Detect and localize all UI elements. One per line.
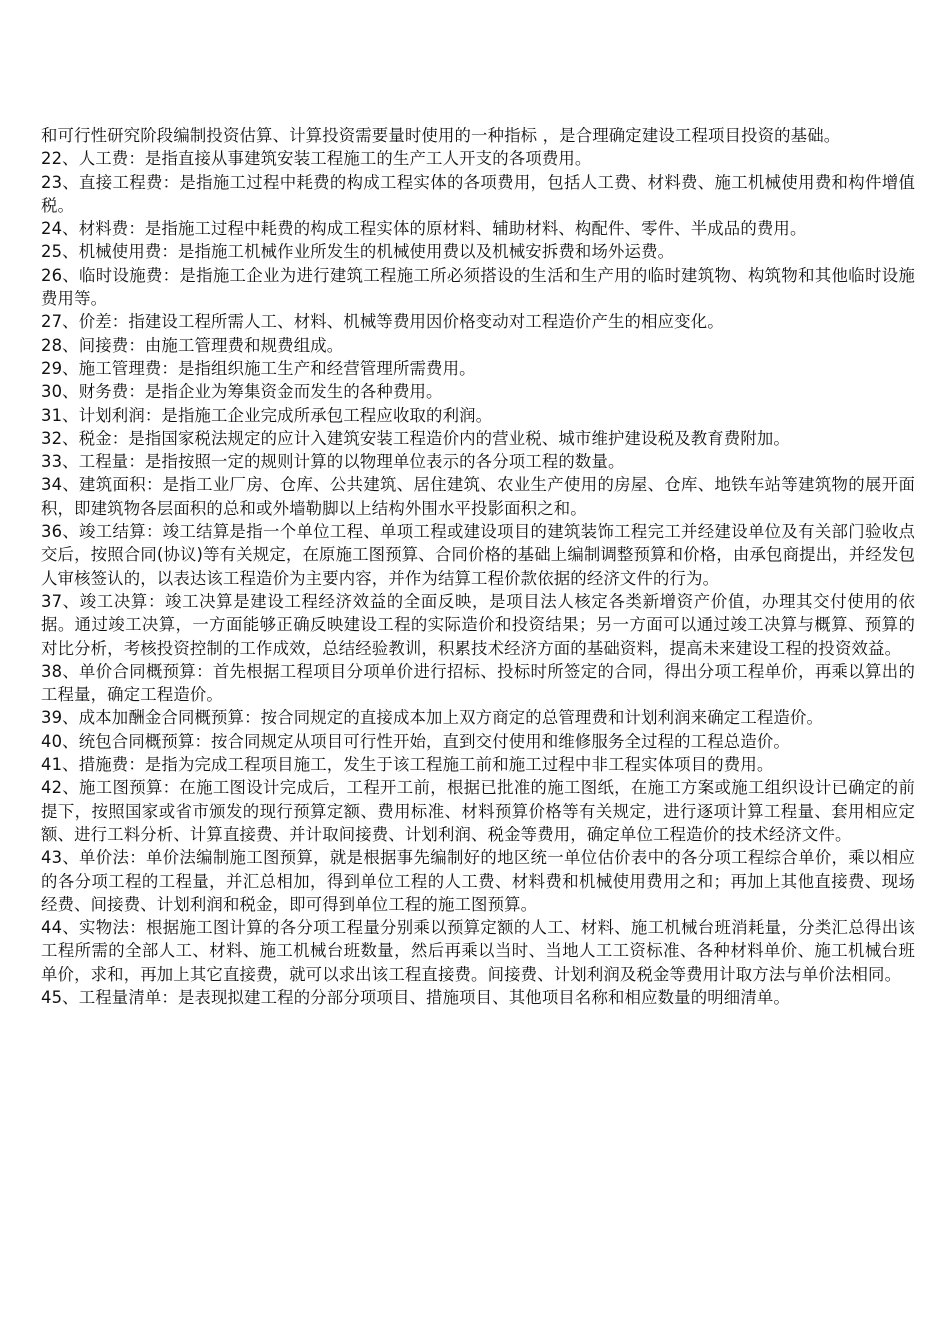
paragraph-41-measures-fee: 41、措施费：是指为完成工程项目施工，发生于该工程施工前和施工过程中非工程实体项目的费用。 bbox=[41, 755, 774, 775]
paragraph-28-indirect-cost: 28、间接费：由施工管理费和规费组成。 bbox=[41, 335, 344, 355]
paragraph-27-price-difference: 27、价差：指建设工程所需人工、材料、机械等费用因价格变动对工程造价产生的相应变化。 bbox=[41, 312, 724, 332]
paragraph-25-machinery-cost: 25、机械使用费：是指施工机械作业所发生的机械使用费以及机械安拆费和场外运费。 bbox=[41, 242, 675, 262]
paragraph-26-temporary-facilities: 26、临时设施费：是指施工企业为进行建筑工程施工所必须搭设的生活和生产用的临时建筑物、构筑物和其他临时设施费用等。 bbox=[41, 265, 915, 309]
paragraph-29-management-fee: 29、施工管理费：是指组织施工生产和经营管理所需费用。 bbox=[41, 358, 476, 378]
paragraph-24-material-cost: 24、材料费：是指施工过程中耗费的构成工程实体的原材料、辅助材料、构配件、零件、半成品的费用。 bbox=[41, 219, 807, 239]
paragraph-34-building-area: 34、建筑面积：是指工业厂房、仓库、公共建筑、居住建筑、农业生产使用的房屋、仓库、地铁车站等建筑物的展开面积，即建筑物各层面积的总和或外墙勒脚以上结构外围水平投影面积之和。 bbox=[41, 475, 915, 518]
paragraph-44-physical-method: 44、实物法：根据施工图计算的各分项工程量分别乘以预算定额的人工、材料、施工机械台班消耗量，分类汇总得出该工程所需的全部人工、材料、施工机械台班数量，然后再乘以当时、当地人工工资标准、各种材料单价、施工机械台班单价，求和，再加上其它直接费，就可以求出该工程直接费。间接费、计划利润及税金等费用计取方法与单价法相同。 bbox=[41, 918, 915, 984]
paragraph-32-taxes: 32、税金：是指国家税法规定的应计入建筑安装工程造价内的营业税、城市维护建设税及教育费附加。 bbox=[41, 428, 790, 448]
paragraph-22-labor-cost: 22、人工费：是指直接从事建筑安装工程施工的生产工人开支的各项费用。 bbox=[41, 149, 592, 169]
paragraph-45-bill-of-quantities: 45、工程量清单：是表现拟建工程的分部分项项目、措施项目、其他项目名称和相应数量的明细清单。 bbox=[41, 987, 790, 1007]
paragraph-40-turnkey-contract: 40、统包合同概预算：按合同规定从项目可行性开始，直到交付使用和维修服务全过程的工程总造价。 bbox=[41, 731, 790, 751]
paragraph-39-cost-plus-contract: 39、成本加酬金合同概预算：按合同规定的直接成本加上双方商定的总管理费和计划利润来确定工程造价。 bbox=[41, 708, 824, 728]
paragraph-42-construction-budget: 42、施工图预算：在施工图设计完成后，工程开工前，根据已批准的施工图纸，在施工方案或施工组织设计已确定的前提下，按照国家或省市颁发的现行预算定额、费用标准、材料预算价格等有关规定，进行逐项计算工程量、套用相应定额、进行工料分析、计算直接费、并计取间接费、计划利润、税金等费用，确定单位工程造价的技术经济文件。 bbox=[41, 778, 915, 844]
paragraph-31-planned-profit: 31、计划利润：是指施工企业完成所承包工程应收取的利润。 bbox=[41, 405, 493, 425]
paragraph-37-final-accounts: 37、竣工决算：竣工决算是建设工程经济效益的全面反映，是项目法人核定各类新增资产价值，办理其交付使用的依据。通过竣工决算，一方面能够正确反映建设工程的实际造价和投资结果；另一方面可以通过竣工决算与概算、预算的对比分析，考核投资控制的工作成效，总结经验教训，积累技术经济方面的基础资料，提高未来建设工程的投资效益。 bbox=[41, 591, 915, 658]
paragraph-36-completion-settlement: 36、竣工结算：竣工结算是指一个单位工程、单项工程或建设项目的建筑装饰工程完工并经建设单位及有关部门验收点交后，按照合同(协议)等有关规定，在原施工图预算、合同价格的基础上编制调整预算和价格，由承包商提出，并经发包人审核签认的，以表达该工程造价为主要内容，并作为结算工程价款依据的经济文件的行为。 bbox=[41, 522, 915, 588]
document-page bbox=[41, 124, 915, 1009]
paragraph-33-quantity: 33、工程量：是指按照一定的规则计算的以物理单位表示的各分项工程的数量。 bbox=[41, 452, 625, 472]
paragraph-30-finance-fee: 30、财务费：是指企业为筹集资金而发生的各种费用。 bbox=[41, 382, 443, 402]
paragraph-43-unit-price-method: 43、单价法：单价法编制施工图预算，就是根据事先编制好的地区统一单位估价表中的各分项工程综合单价，乘以相应的各分项工程的工程量，并汇总相加，得到单位工程的人工费、材料费和机械使用费用之和；再加上其他直接费、现场经费、间接费、计划利润和税金，即可得到单位工程的施工图预算。 bbox=[41, 848, 915, 914]
paragraph-intro-continuation: 和可行性研究阶段编制投资估算、计算投资需要量时使用的一种指标 ，是合理确定建设工程项目投资的基础。 bbox=[41, 126, 841, 145]
paragraph-23-direct-cost: 23、直接工程费：是指施工过程中耗费的构成工程实体的各项费用，包括人工费、材料费、施工机械使用费和构件增值税。 bbox=[41, 172, 915, 215]
paragraph-38-unit-price-contract: 38、单价合同概预算：首先根据工程项目分项单价进行招标、投标时所签定的合同，得出分项工程单价，再乘以算出的工程量，确定工程造价。 bbox=[41, 661, 915, 705]
